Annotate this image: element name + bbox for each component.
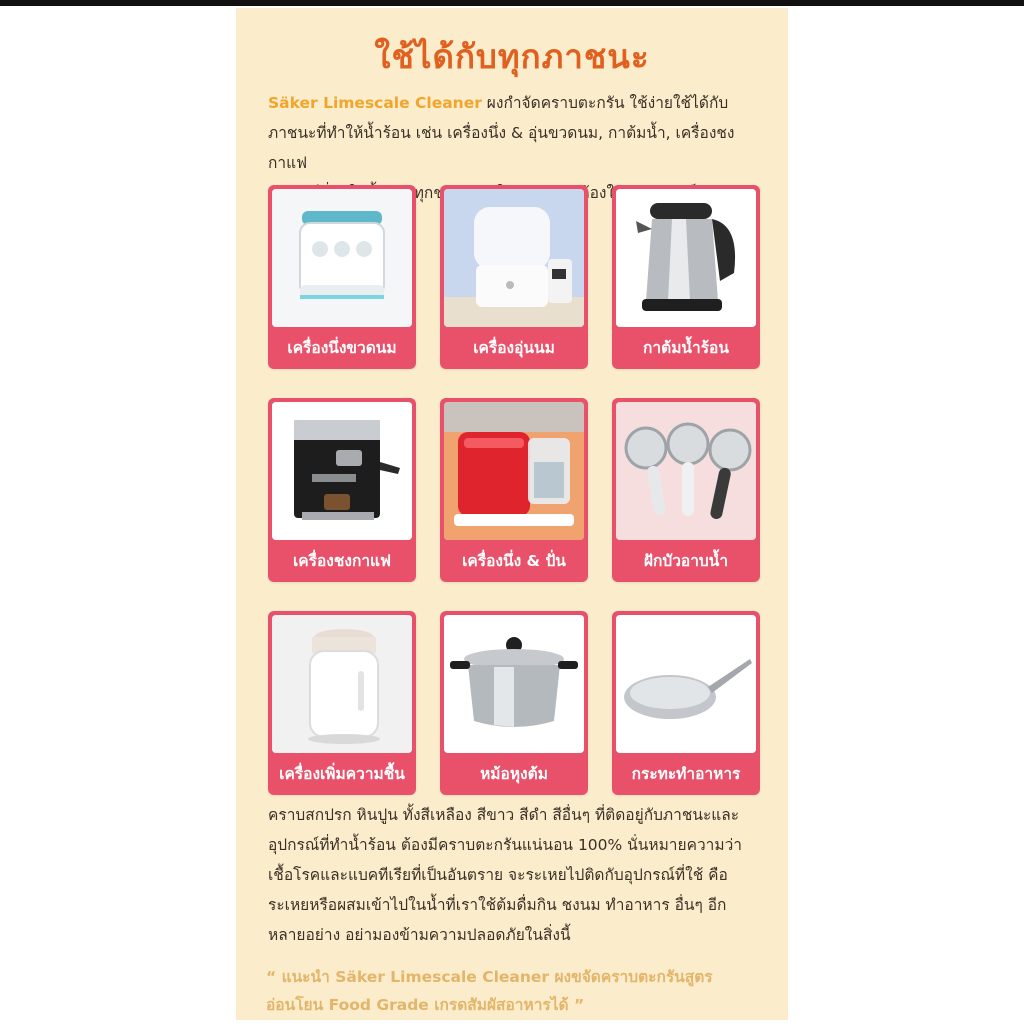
humidifier-icon	[272, 615, 412, 753]
description-line-2: อุปกรณ์ที่ทำน้ำร้อน ต้องมีคราบตะกรันแน่นอน 100% นั่นหมายความว่า	[268, 836, 742, 854]
card-label: กระทะทำอาหาร	[631, 765, 741, 783]
card-label: เครื่องนึ่งขวดนม	[287, 339, 397, 357]
description-paragraph	[268, 800, 780, 950]
milk-warmer-icon	[444, 189, 584, 327]
card-label: หม้อหุงต้ม	[480, 765, 548, 783]
card-cooking-pot	[440, 611, 588, 795]
intro-line-1	[268, 88, 768, 118]
card-coffee-machine	[268, 398, 416, 582]
intro-line-1-text: ผงกำจัดคราบตะกรัน ใช้ง่ายใช้ได้กับ	[481, 94, 729, 112]
card-shower-head	[612, 398, 760, 582]
steamer-blender-icon	[444, 402, 584, 540]
top-border	[0, 0, 1024, 6]
intro-line-2: ภาชนะที่ทำให้น้ำร้อน เช่น เครื่องนึ่ง & อุ่นขวดนม, กาต้มน้ำ, เครื่องชงกาแฟ	[268, 124, 735, 172]
kettle-icon	[616, 189, 756, 327]
card-label: เครื่องอุ่นนม	[473, 339, 555, 357]
description-line-3: เชื้อโรคและแบคทีเรียที่เป็นอันตราย จะระเหยไปติดกับอุปกรณ์ที่ใช้ คือ	[268, 866, 728, 884]
quote-line-2: อ่อนโยน Food Grade เกรดสัมผัสอาหารได้ ”	[266, 996, 585, 1014]
frying-pan-icon	[616, 615, 756, 753]
card-frying-pan	[612, 611, 760, 795]
recommendation-quote	[266, 963, 786, 1019]
description-line-5: หลายอย่าง อย่ามองข้ามความปลอดภัยในสิ่งนี้	[268, 926, 571, 944]
bottle-sterilizer-icon	[272, 189, 412, 327]
description-line-4: ระเหยหรือผสมเข้าไปในน้ำที่เราใช้ต้มดื่มกิน ชงนม ทำอาหาร อื่นๆ อีก	[268, 896, 727, 914]
card-label: ฝักบัวอาบน้ำ	[643, 552, 729, 570]
card-label: เครื่องนึ่ง & ปั่น	[462, 552, 566, 570]
appliance-grid	[268, 185, 760, 795]
card-steamer-blender	[440, 398, 588, 582]
card-kettle	[612, 185, 760, 369]
card-humidifier	[268, 611, 416, 795]
coffee-machine-icon	[272, 402, 412, 540]
description-line-1: คราบสกปรก หินปูน ทั้งสีเหลือง สีขาว สีดำ สีอื่นๆ ที่ติดอยู่กับภาชนะและ	[268, 806, 740, 824]
headline: ใช้ได้กับทุกภาชนะ	[374, 37, 650, 76]
quote-line-1: “ แนะนำ Säker Limescale Cleaner ผงขจัดคราบตะกรันสูตร	[266, 968, 713, 986]
card-label: เครื่องชงกาแฟ	[292, 552, 391, 570]
card-milk-warmer	[440, 185, 588, 369]
cooking-pot-icon	[444, 615, 584, 753]
brand-name: Säker Limescale Cleaner	[268, 94, 482, 112]
card-label: กาต้มน้ำร้อน	[643, 339, 729, 357]
product-info-panel	[236, 8, 788, 1020]
shower-head-icon	[616, 402, 756, 540]
card-bottle-sterilizer	[268, 185, 416, 369]
card-label: เครื่องเพิ่มความชื้น	[279, 765, 405, 783]
